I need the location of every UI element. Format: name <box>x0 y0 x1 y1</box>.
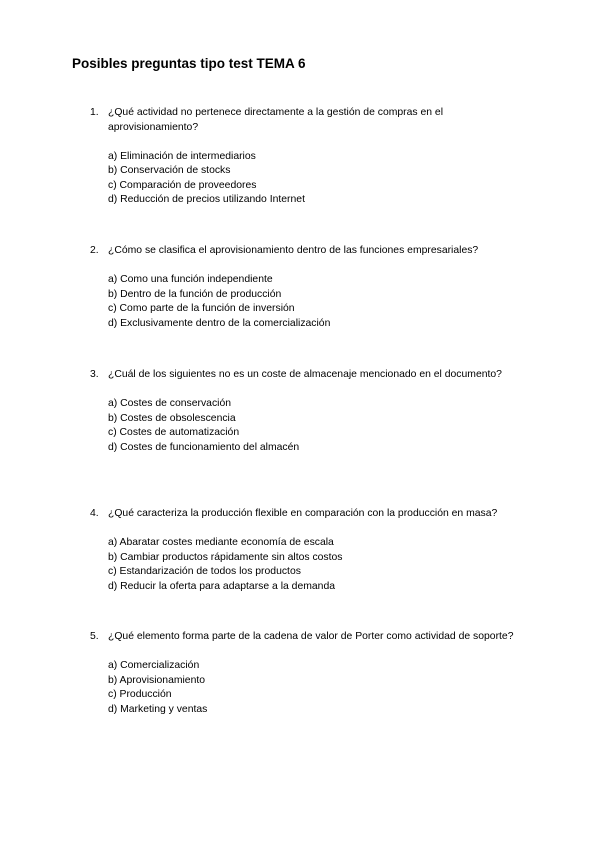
question-text: ¿Cómo se clasifica el aprovisionamiento dentro de las funciones empresariales? <box>108 245 479 256</box>
question-1 <box>90 106 530 208</box>
option-a: a) Eliminación de intermediarios <box>108 150 256 162</box>
option-b: b) Costes de obsolescencia <box>108 412 236 424</box>
question-2 <box>90 244 530 331</box>
option-d: d) Exclusivamente dentro de la comercialización <box>108 317 331 329</box>
option-c: c) Costes de automatización <box>108 427 240 438</box>
question-4 <box>90 507 530 594</box>
option-b: b) Dentro de la función de producción <box>108 288 282 300</box>
question-row <box>90 368 530 383</box>
option-a: a) Costes de conservación <box>108 398 232 409</box>
question-text: ¿Cuál de los siguientes no es un coste de almacenaje mencionado en el documento? <box>108 369 502 380</box>
option-d: d) Reducir la oferta para adaptarse a la demanda <box>108 580 336 592</box>
options-list <box>108 397 530 455</box>
option-a: a) Abaratar costes mediante economía de escala <box>108 537 334 548</box>
question-number: 1. <box>90 107 99 118</box>
option-d: d) Costes de funcionamiento del almacén <box>108 441 300 453</box>
option-b: b) Conservación de stocks <box>108 165 231 176</box>
question-row <box>90 106 530 135</box>
options-list <box>108 150 530 208</box>
question-row <box>90 630 530 645</box>
question-number: 2. <box>90 245 99 256</box>
option-d: d) Marketing y ventas <box>108 703 208 715</box>
question-5 <box>90 630 530 717</box>
question-text: ¿Qué actividad no pertenece directamente a la gestión de compras en el aprovisionamiento? <box>108 107 444 133</box>
option-c: c) Comparación de proveedores <box>108 179 257 191</box>
page-title: Posibles preguntas tipo test TEMA 6 <box>72 56 306 71</box>
question-number: 4. <box>90 508 99 519</box>
question-number: 5. <box>90 631 99 642</box>
question-text: ¿Qué elemento forma parte de la cadena de valor de Porter como actividad de soporte? <box>108 631 514 642</box>
options-list <box>108 659 530 717</box>
question-row <box>90 507 530 522</box>
option-c: c) Como parte de la función de inversión <box>108 303 295 314</box>
option-a: a) Como una función independiente <box>108 274 273 285</box>
question-number: 3. <box>90 369 99 380</box>
question-text: ¿Qué caracteriza la producción flexible en comparación con la producción en masa? <box>108 508 498 519</box>
option-c: c) Producción <box>108 689 172 700</box>
option-a: a) Comercialización <box>108 660 200 671</box>
option-b: b) Cambiar productos rápidamente sin altos costos <box>108 551 343 563</box>
question-3 <box>90 368 530 455</box>
option-d: d) Reducción de precios utilizando Internet <box>108 194 305 205</box>
question-row <box>90 244 530 259</box>
option-c: c) Estandarización de todos los productos <box>108 566 301 577</box>
options-list <box>108 536 530 594</box>
options-list <box>108 273 530 331</box>
option-b: b) Aprovisionamiento <box>108 674 206 686</box>
